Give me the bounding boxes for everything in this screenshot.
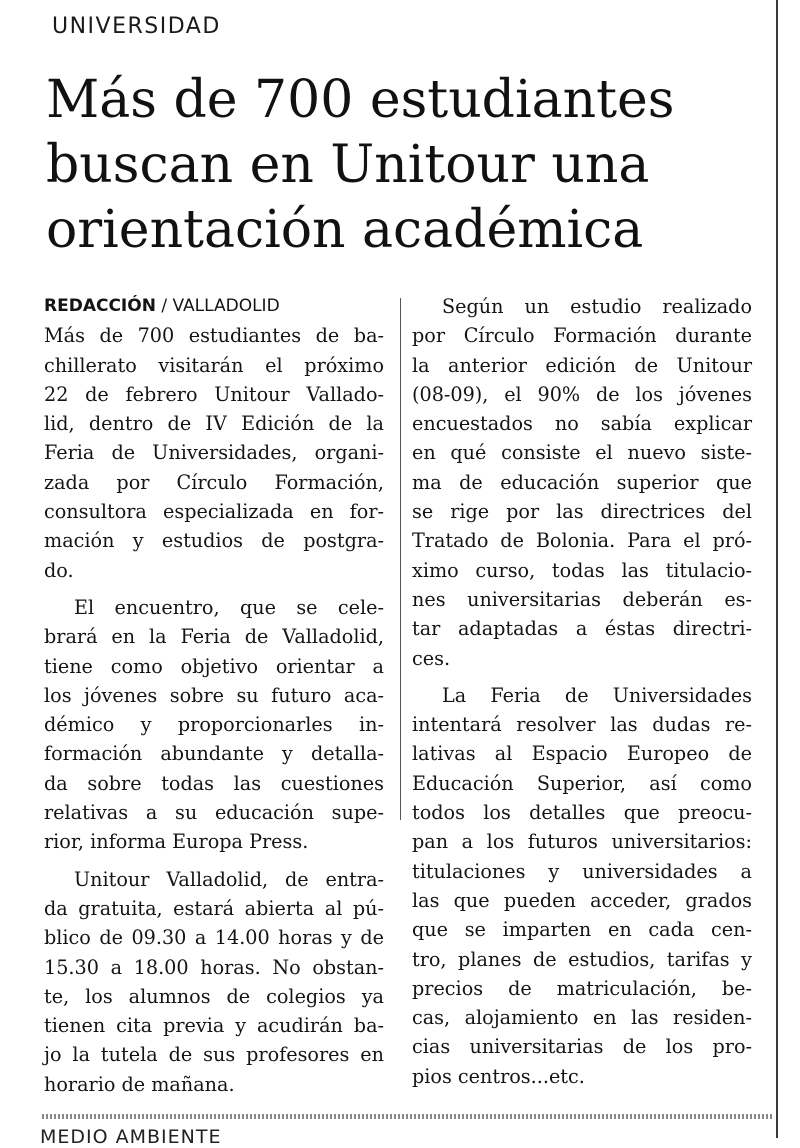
text-line: Unitour Valladolid, de entra- <box>74 867 384 891</box>
text-line: Educación Superior, así como <box>412 771 752 795</box>
text-line: las que pueden acceder, grados <box>412 888 752 912</box>
text-line: démico y proporcionarles in- <box>44 713 384 737</box>
text-line: tar adaptadas a éstas directri- <box>412 617 752 641</box>
text-line: por Círculo Formación durante <box>412 324 752 348</box>
text-line: tienen cita previa y acudirán ba- <box>44 1014 384 1038</box>
article-column-left <box>44 292 384 1099</box>
text-line: da gratuita, estará abierta al pú- <box>44 896 384 920</box>
text-line: chillerato visitarán el próximo <box>44 353 384 377</box>
column-divider <box>400 298 401 820</box>
text-line: do. <box>44 558 74 582</box>
text-line: nes universitarias deberán es- <box>412 587 752 611</box>
text-line: pan a los futuros universitarios: <box>412 830 752 854</box>
text-line: Más de 700 estudiantes de ba- <box>44 324 384 348</box>
text-line: rior, informa Europa Press. <box>44 830 309 854</box>
text-line: 15.30 a 18.00 horas. No obstan- <box>44 955 384 979</box>
headline-line: Más de 700 estudiantes <box>46 70 675 130</box>
paragraph-encuentro <box>44 593 384 857</box>
text-line: los jóvenes sobre su futuro aca- <box>44 683 384 707</box>
article-column-right <box>412 292 752 1091</box>
text-line: zada por Círculo Formación, <box>44 470 384 494</box>
text-line: lid, dentro de IV Edición de la <box>44 412 384 436</box>
byline-author: REDACCIÓN <box>44 296 156 316</box>
bottom-rule <box>42 1114 772 1119</box>
text-line: Tratado de Bolonia. Para el pró- <box>412 529 752 553</box>
text-line: precios de matriculación, be- <box>412 976 752 1000</box>
text-line: brará en la Feria de Valladolid, <box>44 625 384 649</box>
byline <box>44 292 384 321</box>
text-line: todos los detalles que preocu- <box>412 801 752 825</box>
text-line: cas, alojamiento en las residen- <box>412 1006 752 1030</box>
text-line: blico de 09.30 a 14.00 horas y de <box>44 926 384 950</box>
text-line: que se imparten en cada cen- <box>412 918 752 942</box>
section-label: UNIVERSIDAD <box>52 14 221 39</box>
text-line: ximo curso, todas las titulacio- <box>412 558 752 582</box>
text-line: titulaciones y universidades a <box>412 859 752 883</box>
text-line: se rige por las directrices del <box>412 500 752 524</box>
text-line: La Feria de Universidades <box>442 683 752 707</box>
text-line: pios centros...etc. <box>412 1064 585 1088</box>
next-section-label: MEDIO AMBIENTE <box>40 1126 222 1148</box>
text-line: lativas al Espacio Europeo de <box>412 742 752 766</box>
headline <box>46 68 766 263</box>
headline-line: buscan en Unitour una <box>46 135 650 195</box>
paragraph-feria <box>412 681 752 1091</box>
text-line: tiene como objetivo orientar a <box>44 654 384 678</box>
paragraph-estudio <box>412 292 752 673</box>
text-line: Según un estudio realizado <box>442 295 752 318</box>
text-line: relativas a su educación supe- <box>44 801 384 825</box>
paragraph-horario <box>44 865 384 1099</box>
text-line: tro, planes de estudios, tarifas y <box>412 947 752 971</box>
text-line: consultora especializada en for- <box>44 500 384 524</box>
text-line: 22 de febrero Unitour Vallado- <box>44 382 384 406</box>
text-line: da sobre todas las cuestiones <box>44 771 384 795</box>
text-line: ces. <box>412 646 451 670</box>
text-line: horario de mañana. <box>44 1072 235 1096</box>
byline-location: VALLADOLID <box>172 296 280 316</box>
text-line: (08-09), el 90% de los jóvenes <box>412 382 752 406</box>
text-line: la anterior edición de Unitour <box>412 353 752 377</box>
text-line: intentará resolver las dudas re- <box>412 713 752 737</box>
text-line: te, los alumnos de colegios ya <box>44 984 384 1008</box>
text-line: El encuentro, que se cele- <box>74 595 384 619</box>
text-line: ma de educación superior que <box>412 470 752 494</box>
paragraph-intro <box>44 321 384 585</box>
text-line: jo la tutela de sus profesores en <box>44 1043 384 1067</box>
page-edge-rule <box>776 0 778 1138</box>
headline-line: orientación académica <box>46 200 644 260</box>
text-line: mación y estudios de postgra- <box>44 529 384 553</box>
text-line: cias universitarias de los pro- <box>412 1035 752 1059</box>
text-line: Feria de Universidades, organi- <box>44 441 384 465</box>
byline-separator: / <box>155 296 173 316</box>
text-line: formación abundante y detalla- <box>44 742 384 766</box>
text-line: encuestados no sabía explicar <box>412 412 752 436</box>
text-line: en qué consiste el nuevo siste- <box>412 441 752 465</box>
